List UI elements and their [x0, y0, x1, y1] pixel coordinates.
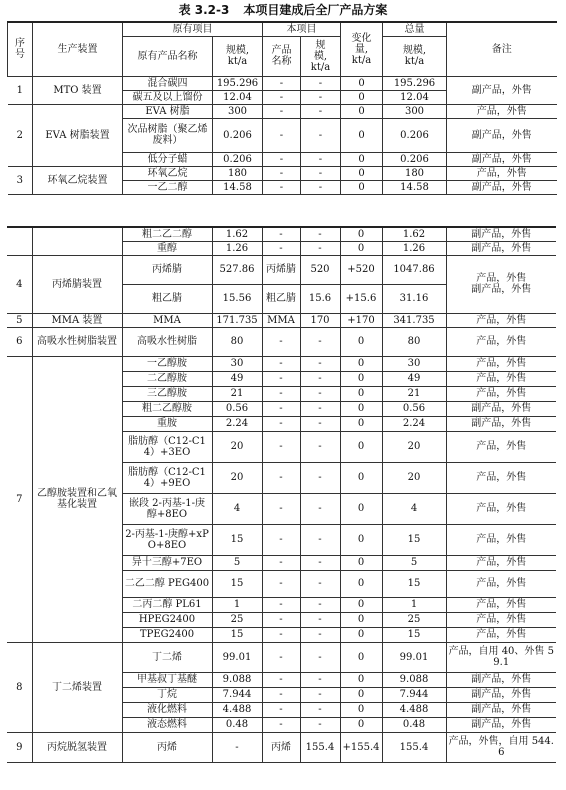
change-value: 0	[340, 462, 382, 493]
original-scale: 30	[212, 356, 262, 371]
original-scale: 9.088	[212, 672, 262, 687]
project-scale: -	[300, 327, 340, 356]
project-scale: 155.4	[300, 732, 340, 762]
original-scale: 15	[212, 524, 262, 555]
product-name: 低分子蜡	[123, 152, 213, 166]
project-scale: -	[300, 570, 340, 597]
original-scale: 21	[212, 386, 262, 401]
total-scale: 4	[382, 493, 446, 524]
unit-no: 7	[7, 356, 32, 642]
project-product: -	[262, 717, 300, 732]
change-value: 0	[341, 180, 383, 194]
table-title: 本项目建成后全厂产品方案	[243, 3, 388, 17]
product-name: 嵌段 2-丙基-1-庚醇+8EO	[122, 493, 212, 524]
total-scale: 1.62	[382, 227, 446, 241]
header-unit: 生产装置	[33, 22, 123, 76]
unit-name: EVA 树脂装置	[33, 104, 123, 166]
original-scale: 14.58	[213, 180, 263, 194]
change-value: 0	[341, 90, 383, 104]
project-scale: -	[300, 227, 340, 241]
remark: 产品，外售，自用 544.6	[446, 732, 556, 762]
change-value: 0	[340, 416, 382, 431]
unit-name: 丙烯腈装置	[32, 255, 122, 313]
change-value: 0	[340, 327, 382, 356]
remark: 产品，外售	[446, 612, 556, 627]
project-scale: -	[300, 241, 340, 255]
project-scale: -	[300, 627, 340, 642]
remark: 产品，自用 40、外售 59.1	[446, 642, 556, 672]
total-scale: 49	[382, 371, 446, 386]
unit-name: 环氧乙烷装置	[33, 166, 123, 194]
original-scale: 0.206	[213, 152, 263, 166]
remark: 产品，外售	[446, 627, 556, 642]
header-project-scale: 规 模, kt/a	[301, 36, 341, 76]
project-scale: -	[301, 104, 341, 118]
project-scale: -	[300, 524, 340, 555]
project-product: -	[262, 386, 300, 401]
remark: 副产品，外售	[446, 401, 556, 416]
product-name: 环氧乙烷	[123, 166, 213, 180]
total-scale: 5	[382, 555, 446, 570]
product-name: 2-丙基-1-庚醇+xPO+8EO	[122, 524, 212, 555]
original-scale: 0.48	[212, 717, 262, 732]
total-scale: 15	[382, 627, 446, 642]
original-scale: -	[212, 732, 262, 762]
change-value: 0	[340, 524, 382, 555]
remark: 副产品，外售	[446, 672, 556, 687]
project-scale: -	[300, 612, 340, 627]
project-product: -	[262, 702, 300, 717]
project-product: -	[262, 431, 300, 462]
product-name: 丙烯腈	[122, 255, 212, 284]
total-scale: 15	[382, 570, 446, 597]
project-scale: -	[300, 717, 340, 732]
product-name: 次品树脂（聚乙烯废料）	[123, 118, 213, 152]
header-no: 序 号	[8, 22, 33, 76]
original-scale: 1.62	[212, 227, 262, 241]
project-scale: 15.6	[300, 284, 340, 313]
project-product: -	[262, 356, 300, 371]
product-name: 液态燃料	[122, 717, 212, 732]
project-scale: -	[300, 401, 340, 416]
remark: 副产品，外售	[447, 76, 557, 104]
unit-no: 1	[8, 76, 33, 104]
remark: 产品，外售	[446, 371, 556, 386]
change-value: 0	[340, 227, 382, 241]
product-name: 一乙醇胺	[122, 356, 212, 371]
unit-no: 6	[7, 327, 32, 356]
change-value: 0	[340, 493, 382, 524]
project-scale: -	[301, 90, 341, 104]
change-value: 0	[340, 597, 382, 612]
unit-name: 丁二烯装置	[32, 642, 122, 732]
project-product: -	[262, 241, 300, 255]
remark: 产品，外售	[446, 597, 556, 612]
total-scale: 20	[382, 462, 446, 493]
product-name: 粗乙腈	[122, 284, 212, 313]
remark: 副产品，外售	[446, 416, 556, 431]
remark: 产品，外售	[446, 431, 556, 462]
change-value: +155.4	[340, 732, 382, 762]
original-scale: 49	[212, 371, 262, 386]
remark: 产品，外售	[446, 524, 556, 555]
project-product: -	[263, 180, 301, 194]
total-scale: 180	[383, 166, 447, 180]
remark: 副产品，外售	[446, 702, 556, 717]
change-value: 0	[340, 702, 382, 717]
header-original-scale: 规模, kt/a	[213, 36, 263, 76]
project-product: 丙烯	[262, 732, 300, 762]
project-scale: -	[300, 493, 340, 524]
change-value: 0	[340, 241, 382, 255]
header-total-scale: 规模, kt/a	[383, 36, 447, 76]
original-scale: 180	[213, 166, 263, 180]
remark: 副产品，外售	[446, 241, 556, 255]
change-value: 0	[341, 76, 383, 90]
change-value: 0	[340, 687, 382, 702]
project-product: -	[263, 118, 301, 152]
remark: 产品，外售	[447, 104, 557, 118]
change-value: 0	[340, 627, 382, 642]
project-scale: -	[300, 371, 340, 386]
remark: 产品，外售	[446, 555, 556, 570]
product-name: TPEG2400	[122, 627, 212, 642]
original-scale: 5	[212, 555, 262, 570]
product-name: 重胺	[122, 416, 212, 431]
remark: 副产品，外售	[446, 227, 556, 241]
unit-no: 2	[8, 104, 33, 166]
change-value: 0	[340, 612, 382, 627]
project-scale: -	[300, 416, 340, 431]
table-caption	[0, 2, 566, 18]
project-scale: -	[300, 462, 340, 493]
change-value: 0	[340, 570, 382, 597]
total-scale: 12.04	[383, 90, 447, 104]
project-product: -	[262, 401, 300, 416]
project-scale: -	[301, 180, 341, 194]
original-scale: 1	[212, 597, 262, 612]
remark	[446, 255, 556, 313]
original-scale: 15.56	[212, 284, 262, 313]
remark: 产品，外售	[446, 493, 556, 524]
change-value: 0	[340, 672, 382, 687]
total-scale: 0.206	[383, 152, 447, 166]
total-scale: 1047.86	[382, 255, 446, 284]
product-name: 丁烷	[122, 687, 212, 702]
change-value: 0	[341, 166, 383, 180]
table-number: 表 3.2-3	[178, 3, 230, 17]
total-scale: 7.944	[382, 687, 446, 702]
unit-no: 9	[7, 732, 32, 762]
project-scale: 520	[300, 255, 340, 284]
total-scale: 30	[382, 356, 446, 371]
original-scale: 0.206	[213, 118, 263, 152]
change-value: 0	[340, 386, 382, 401]
change-value: 0	[341, 104, 383, 118]
change-value: +15.6	[340, 284, 382, 313]
total-scale: 25	[382, 612, 446, 627]
total-scale: 20	[382, 431, 446, 462]
total-scale: 80	[382, 327, 446, 356]
original-scale: 4.488	[212, 702, 262, 717]
product-name: 三乙醇胺	[122, 386, 212, 401]
product-table-part-2	[7, 226, 556, 763]
project-scale: -	[301, 152, 341, 166]
original-scale: 25	[212, 612, 262, 627]
total-scale: 31.16	[382, 284, 446, 313]
remark: 产品，外售	[446, 356, 556, 371]
project-product: -	[263, 166, 301, 180]
product-name: 二丙二醇 PL61	[122, 597, 212, 612]
header-total: 总量	[383, 22, 447, 36]
product-name: 脂肪醇（C12-C14）+3EO	[122, 431, 212, 462]
product-name: 丙烯	[122, 732, 212, 762]
project-product: -	[262, 327, 300, 356]
project-product: -	[262, 597, 300, 612]
product-name: 粗二乙二醇	[122, 227, 212, 241]
total-scale: 195.296	[383, 76, 447, 90]
total-scale: 2.24	[382, 416, 446, 431]
unit-no: 5	[7, 313, 32, 327]
project-product: -	[262, 627, 300, 642]
project-scale: -	[301, 118, 341, 152]
product-name: EVA 树脂	[123, 104, 213, 118]
project-product: -	[262, 612, 300, 627]
project-product: -	[262, 524, 300, 555]
unit-name: 乙醇胺装置和乙氧基化装置	[32, 356, 122, 642]
project-scale: -	[301, 166, 341, 180]
header-remark: 备注	[447, 22, 557, 76]
remark: 副产品，外售	[446, 687, 556, 702]
total-scale: 0.206	[383, 118, 447, 152]
total-scale: 1	[382, 597, 446, 612]
header-original-project: 原有项目	[123, 22, 263, 36]
project-scale: -	[300, 597, 340, 612]
original-scale: 99.01	[212, 642, 262, 672]
product-name: 液化燃料	[122, 702, 212, 717]
original-scale: 15	[212, 627, 262, 642]
project-product: -	[263, 152, 301, 166]
project-scale: -	[300, 702, 340, 717]
header-original-name: 原有产品名称	[123, 36, 213, 76]
project-product: -	[263, 104, 301, 118]
original-scale: 2.24	[212, 416, 262, 431]
unit-no: 8	[7, 642, 32, 732]
original-scale: 12.04	[213, 90, 263, 104]
header-project-name: 产品 名称	[263, 36, 301, 76]
project-product: -	[262, 642, 300, 672]
product-name: MMA	[122, 313, 212, 327]
project-product: -	[262, 371, 300, 386]
project-scale: -	[300, 642, 340, 672]
product-name: 二乙二醇 PEG400	[122, 570, 212, 597]
remark: 产品，外售	[447, 166, 557, 180]
remark: 副产品，外售	[447, 118, 557, 152]
change-value: 0	[341, 152, 383, 166]
product-name: 甲基叔丁基醚	[122, 672, 212, 687]
total-scale: 4.488	[382, 702, 446, 717]
total-scale: 15	[382, 524, 446, 555]
original-scale: 171.735	[212, 313, 262, 327]
unit-name: MMA 装置	[32, 313, 122, 327]
project-product: -	[263, 90, 301, 104]
project-scale: -	[300, 687, 340, 702]
remark: 副产品，外售	[447, 152, 557, 166]
project-product: -	[262, 672, 300, 687]
unit-no	[7, 227, 32, 255]
remark: 副产品，外售	[447, 180, 557, 194]
change-value: 0	[340, 555, 382, 570]
original-scale: 527.86	[212, 255, 262, 284]
total-scale: 99.01	[382, 642, 446, 672]
project-scale: 170	[300, 313, 340, 327]
remark: 产品，外售	[446, 386, 556, 401]
original-scale: 20	[212, 431, 262, 462]
product-name: 二乙醇胺	[122, 371, 212, 386]
total-scale: 1.26	[382, 241, 446, 255]
change-value: 0	[340, 717, 382, 732]
unit-name: 高吸水性树脂装置	[32, 327, 122, 356]
original-scale: 15	[212, 570, 262, 597]
project-product: -	[262, 493, 300, 524]
original-scale: 195.296	[213, 76, 263, 90]
remark: 产品，外售	[446, 570, 556, 597]
original-scale: 0.56	[212, 401, 262, 416]
unit-name	[32, 227, 122, 255]
total-scale: 14.58	[383, 180, 447, 194]
project-product: 粗乙腈	[262, 284, 300, 313]
project-product: -	[262, 555, 300, 570]
remark: 产品，外售	[446, 462, 556, 493]
remark: 产品，外售	[446, 313, 556, 327]
change-value: +170	[340, 313, 382, 327]
total-scale: 155.4	[382, 732, 446, 762]
project-product: -	[263, 76, 301, 90]
remark-line: 产品，外售	[476, 273, 527, 284]
change-value: 0	[340, 356, 382, 371]
product-name: 一乙二醇	[123, 180, 213, 194]
unit-no: 3	[8, 166, 33, 194]
change-value: 0	[340, 401, 382, 416]
change-value: 0	[340, 431, 382, 462]
change-value: 0	[341, 118, 383, 152]
change-value: +520	[340, 255, 382, 284]
total-scale: 0.48	[382, 717, 446, 732]
original-scale: 80	[212, 327, 262, 356]
product-name: 碳五及以上馏份	[123, 90, 213, 104]
original-scale: 7.944	[212, 687, 262, 702]
total-scale: 21	[382, 386, 446, 401]
product-name: 混合碳四	[123, 76, 213, 90]
project-product: MMA	[262, 313, 300, 327]
total-scale: 0.56	[382, 401, 446, 416]
project-product: -	[262, 687, 300, 702]
total-scale: 9.088	[382, 672, 446, 687]
total-scale: 341.735	[382, 313, 446, 327]
unit-name: 丙烷脱氢装置	[32, 732, 122, 762]
project-product: -	[262, 570, 300, 597]
original-scale: 300	[213, 104, 263, 118]
project-scale: -	[300, 431, 340, 462]
product-name: HPEG2400	[122, 612, 212, 627]
total-scale: 300	[383, 104, 447, 118]
remark: 副产品，外售	[446, 717, 556, 732]
header-change: 变化 量, kt/a	[341, 22, 383, 76]
project-product: -	[262, 227, 300, 241]
change-value: 0	[340, 642, 382, 672]
project-scale: -	[300, 356, 340, 371]
product-name: 粗二乙醇胺	[122, 401, 212, 416]
remark: 产品，外售	[446, 327, 556, 356]
change-value: 0	[340, 371, 382, 386]
project-scale: -	[300, 386, 340, 401]
product-name: 丁二烯	[122, 642, 212, 672]
product-name: 重醇	[122, 241, 212, 255]
project-product: -	[262, 462, 300, 493]
project-product: -	[262, 416, 300, 431]
original-scale: 1.26	[212, 241, 262, 255]
product-name: 脂肪醇（C12-C14）+9EO	[122, 462, 212, 493]
project-scale: -	[300, 672, 340, 687]
unit-name: MTO 装置	[33, 76, 123, 104]
product-name: 异十三醇+7EO	[122, 555, 212, 570]
product-name: 高吸水性树脂	[122, 327, 212, 356]
project-product: 丙烯腈	[262, 255, 300, 284]
original-scale: 4	[212, 493, 262, 524]
project-scale: -	[301, 76, 341, 90]
original-scale: 20	[212, 462, 262, 493]
remark-line: 副产品，外售	[471, 284, 532, 295]
product-table-part-1	[7, 21, 557, 195]
project-scale: -	[300, 555, 340, 570]
header-this-project: 本项目	[263, 22, 341, 36]
unit-no: 4	[7, 255, 32, 313]
